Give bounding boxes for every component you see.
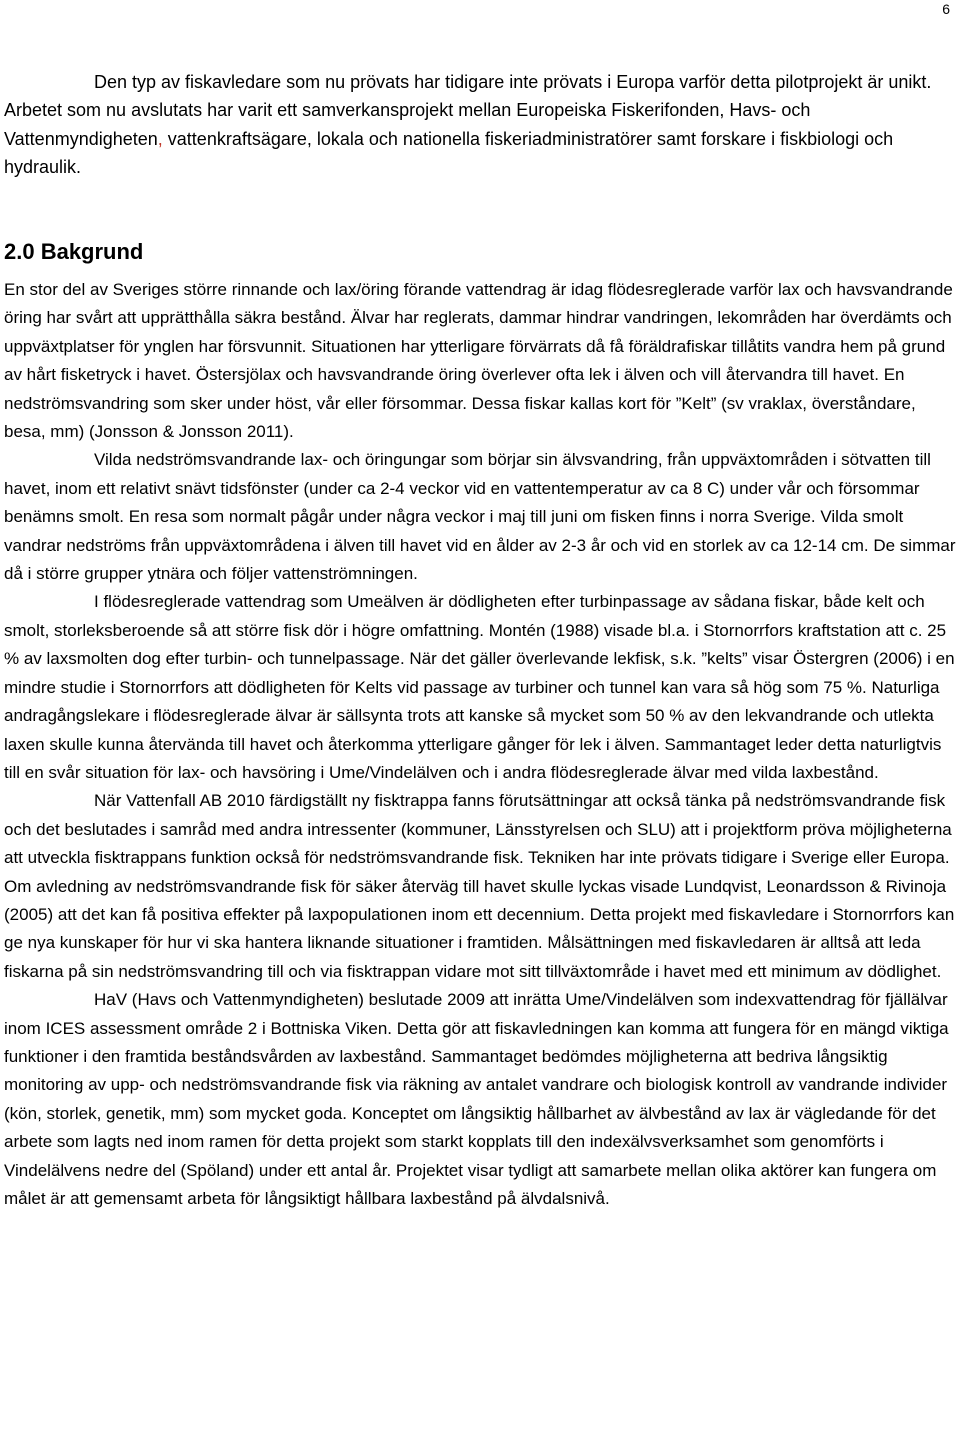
intro-text-part-2: vattenkraftsägare, lokala och nationella fiskeriadministratörer samt forskare i fiskbiologi och hydraulik. — [4, 128, 894, 178]
paragraph-3: I flödesreglerade vattendrag som Umeälven är dödligheten efter turbinpassage av sådana fiskar, både kelt och smolt, storleksberoende så att större fisk dör i högre omfattning. Montén (1988) visade bl.a. i Stornorrfors kraftstation att c. 25 % av laxsmolten dog efter turbin- och tunnelpassage. När det gäller överlevande lekfisk, s.k. ”kelts” visar Östergren (2006) i en mindre studie i Stornorrfors att dödligheten för Kelts vid passage av turbiner och tunnel kan vara så hög som 75 %. Naturliga andragångslekare i flödesreglerade älvar är sällsynta trots att kanske så mycket som 50 % av den lekvandrande och utlekta laxen skulle kunna återvända till havet och återkomma ytterligare gånger för lek i älven. Sammantaget leder detta naturligtvis till en svår situation för lax- och havsöring i Ume/Vindelälven och i andra flödesreglerade älvar med vilda laxbestånd. — [4, 592, 955, 782]
paragraph-2: Vilda nedströmsvandrande lax- och öringungar som börjar sin älvsvandring, från uppväxtområden i sötvatten till havet, inom ett relativt snävt tidsfönster (under ca 2-4 veckor vid en vattentemperatur av ca 8 C) under vår och försommar benämns smolt. En resa som normalt pågår under några veckor i maj till juni om fisken finns i norra Sverige. Vilda smolt vandrar nedströms från uppväxtområdena i älven till havet vid en ålder av 2-3 år och vid en storlek av ca 12-14 cm. De simmar då i större grupper ytnära och följer vattenströmningen. — [4, 450, 956, 584]
section-heading: 2.0 Bakgrund — [4, 239, 144, 264]
section-bakgrund — [4, 238, 956, 1213]
intro-paragraph — [4, 68, 954, 182]
paragraph-4: När Vattenfall AB 2010 färdigställt ny fisktrappa fanns förutsättningar att också tänka på nedströmsvandrande fisk och det beslutades i samråd med andra intressenter (kommuner, Länsstyrelsen och SLU) att i projektform pröva möjligheterna att utveckla fisktrappans funktion också för nedströmsvandrande fisk. Tekniken har inte prövats tidigare i Sverige eller Europa. Om avledning av nedströmsvandrande fisk för säker återväg till havet skulle lyckas visade Lundqvist, Leonardsson & Rivinoja (2005) att det kan få positiva effekter på laxpopulationen inom ett decennium. Detta projekt med fiskavledare i Stornorrfors kan ge nya kunskaper för hur vi ska hantera liknande situationer i framtiden. Målsättningen med fiskavledaren är alltså att leda fiskarna på sin nedströmsvandring till och via fisktrappan vidare mot sitt tillväxtområde i havet med ett minimum av dödlighet. — [4, 791, 955, 981]
intro-accent-comma: , — [157, 128, 163, 149]
page-number: 6 — [942, 1, 950, 17]
paragraph-1: En stor del av Sveriges större rinnande och lax/öring förande vattendrag är idag flödesreglerade varför lax och havsvandrande öring har svårt att upprätthålla säkra bestånd. Älvar har reglerats, dammar hindrar vandringen, lekområden har överdämts och uppväxtplatser för ynglen har försvunnit. Situationen har ytterligare förvärrats då få föräldrafiskar tillåtits vandra hem på grund av hårt fisketryck i havet. Östersjölax och havsvandrande öring överlever ofta lek i älven och vill återvandra till havet. En nedströmsvandring som sker under höst, vår eller försommar. Dessa fiskar kallas kort för ”Kelt” (sv vraklax, överståndare, besa, mm) (Jonsson & Jonsson 2011). — [4, 280, 953, 442]
paragraph-5: HaV (Havs och Vattenmyndigheten) beslutade 2009 att inrätta Ume/Vindelälven som indexvattendrag för fjällälvar inom ICES assessment område 2 i Bottniska Viken. Detta gör att fiskavledningen kan komma att fungera för en mängd viktiga funktioner i den framtida beståndsvården av laxbestånd. Sammantaget bedömdes möjligheterna att bedriva långsiktig monitoring av upp- och nedströmsvandrande fisk via räkning av antalet vandrare och biologisk kontroll av vandrande individer (kön, storlek, genetik, mm) som mycket goda. Konceptet om långsiktig hållbarhet av älvbestånd av lax är vägledande för det arbete som lagts ned inom ramen för detta projekt som starkt kopplats till den indexälvsverksamhet som genomförts i Vindelälvens nedre del (Spöland) under ett antal år. Projektet visar tydligt att samarbete mellan olika aktörer kan fungera om målet är att gemensamt arbeta för långsiktigt hållbara laxbestånd på älvdalsnivå. — [4, 990, 949, 1208]
intro-text-part-1: Den typ av fiskavledare som nu prövats har tidigare inte prövats i Europa varför detta pilotprojekt är unikt. Arbetet som nu avslutats har varit ett samverkansprojekt mellan Europeiska Fiskerifonden, Havs- och Vattenmyndigheten — [4, 72, 932, 149]
